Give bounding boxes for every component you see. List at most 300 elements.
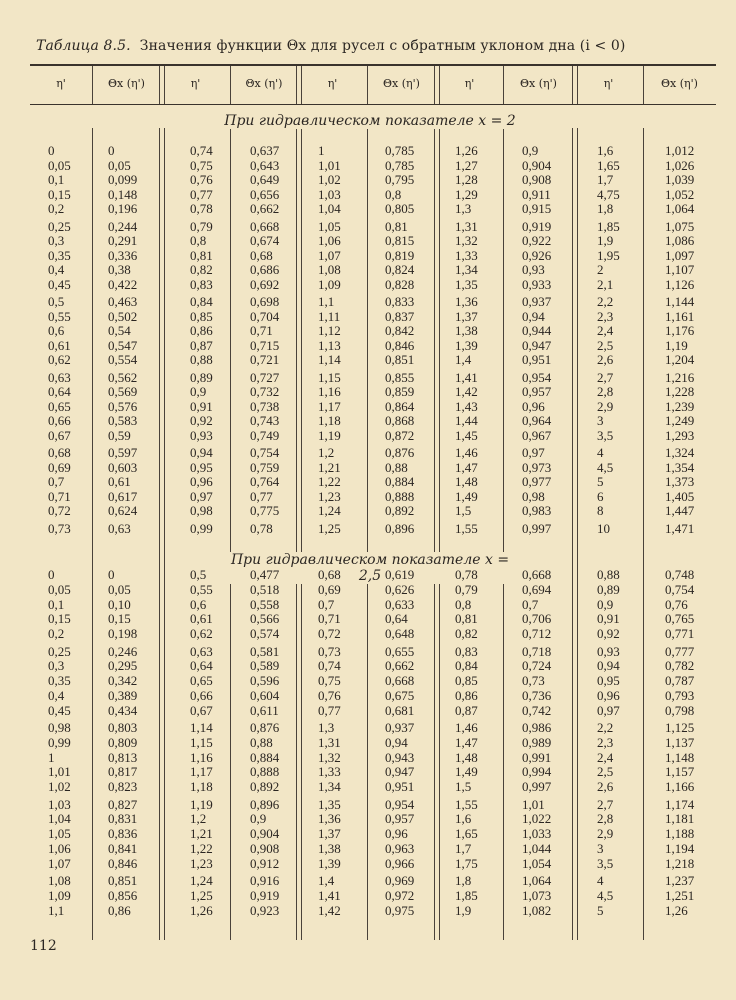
table-cell: 0,566 — [250, 611, 280, 627]
table-cell: 0,291 — [108, 233, 138, 249]
table-cell: 1,55 — [455, 520, 478, 536]
table-cell: 1,239 — [665, 398, 695, 414]
table-cell: 0,96 — [522, 398, 545, 414]
table-cell: 0,79 — [455, 581, 478, 597]
table-cell: 1,054 — [522, 855, 552, 871]
table-cell: 0,98 — [522, 488, 545, 504]
table-cell: 0,15 — [48, 186, 71, 202]
table-cell: 0,649 — [250, 172, 280, 188]
table-cell: 1,373 — [665, 474, 695, 490]
table-cell: 1,2 — [190, 811, 207, 827]
table-cell: 1,471 — [665, 520, 695, 536]
table-cell: 0,787 — [665, 673, 695, 689]
table-cell: 0,662 — [385, 658, 415, 674]
table-cell: 0,86 — [455, 687, 478, 703]
table-cell: 0,94 — [522, 308, 545, 324]
table-cell: 0,922 — [522, 233, 552, 249]
table-cell: 0,742 — [522, 702, 552, 718]
table-cell: 0,698 — [250, 294, 280, 309]
table-cell: 0,342 — [108, 673, 138, 689]
table-cell: 1,18 — [190, 779, 213, 795]
table-cell: 1,04 — [318, 201, 341, 217]
table-cell: 1,16 — [190, 749, 213, 765]
table-cell: 0,547 — [108, 337, 138, 353]
table-cell: 0 — [48, 143, 55, 158]
table-cell: 0,61 — [190, 611, 213, 627]
table-cell: 1,5 — [455, 503, 472, 519]
table-cell: 0,933 — [522, 276, 552, 292]
table-cell: 0,724 — [522, 658, 552, 674]
table-cell: 0,836 — [108, 826, 138, 842]
table-cell: 0,954 — [385, 796, 415, 812]
table-cell: 1,26 — [455, 143, 478, 158]
table-cell: 1,16 — [318, 384, 341, 400]
table-cell: 0,817 — [108, 764, 138, 780]
table-cell: 1,75 — [455, 855, 478, 871]
table-cell: 0,966 — [385, 855, 415, 871]
table-cell: 1,06 — [48, 840, 71, 856]
table-title: Значения функции Θx для русел с обратным уклоном дна (i < 0) — [139, 38, 626, 54]
table-cell: 0,681 — [385, 702, 415, 718]
table-cell: 0,754 — [250, 445, 280, 460]
table-cell: 1,21 — [318, 459, 341, 475]
table-cell: 0,61 — [48, 337, 71, 353]
table-cell: 0,91 — [190, 398, 213, 414]
table-cell: 1,41 — [455, 369, 478, 385]
table-cell: 0,748 — [665, 567, 695, 582]
table-cell: 0,35 — [48, 247, 71, 263]
table-cell: 2,4 — [597, 749, 614, 765]
table-cell: 1,49 — [455, 488, 478, 504]
table-cell: 0,926 — [522, 247, 552, 263]
table-cell: 1,174 — [665, 796, 695, 812]
table-cell: 0,969 — [385, 873, 415, 888]
table-cell: 0,85 — [190, 308, 213, 324]
table-cell: 1,15 — [318, 369, 341, 385]
table-cell: 4,5 — [597, 887, 614, 903]
column-divider — [367, 128, 368, 940]
table-cell: 0,82 — [455, 626, 478, 642]
table-cell: 0,775 — [250, 503, 280, 519]
table-cell: 0,562 — [108, 369, 138, 385]
table-cell: 0,782 — [665, 658, 695, 674]
table-cell: 0,05 — [108, 581, 131, 597]
table-cell: 0,715 — [250, 337, 280, 353]
table-cell: 0,6 — [190, 596, 207, 612]
table-cell: 0,637 — [250, 143, 280, 158]
table-cell: 0,648 — [385, 626, 415, 642]
table-cell: 0,35 — [48, 673, 71, 689]
table-cell: 0,876 — [250, 720, 280, 735]
table-cell: 0,1 — [48, 172, 65, 188]
column-header: η' — [464, 77, 475, 90]
table-cell: 1,161 — [665, 308, 695, 324]
table-cell: 0,62 — [48, 352, 71, 368]
table-cell: 1,85 — [597, 218, 620, 234]
table-cell: 0,597 — [108, 445, 138, 460]
table-cell: 0,617 — [108, 488, 138, 504]
table-cell: 0,77 — [190, 186, 213, 202]
table-cell: 0,85 — [455, 673, 478, 689]
table-cell: 0 — [108, 567, 115, 582]
table-cell: 2,9 — [597, 398, 614, 414]
table-cell: 0,604 — [250, 687, 280, 703]
table-cell: 5 — [597, 902, 604, 918]
table-cell: 2,1 — [597, 276, 614, 292]
table-cell: 0,828 — [385, 276, 415, 292]
table-cell: 0,896 — [385, 520, 415, 536]
table-cell: 0,099 — [108, 172, 138, 188]
table-cell: 1,15 — [190, 734, 213, 750]
table-cell: 0,908 — [522, 172, 552, 188]
table-cell: 1,251 — [665, 887, 695, 903]
table-cell: 1,01 — [318, 157, 341, 173]
table-cell: 1,36 — [318, 811, 341, 827]
table-cell: 0,10 — [108, 596, 131, 612]
table-cell: 0,727 — [250, 369, 280, 385]
column-header: Θx (η') — [661, 77, 698, 90]
column-header: η' — [327, 77, 338, 90]
table-cell: 0,59 — [108, 427, 131, 443]
table-cell: 1,43 — [455, 398, 478, 414]
table-cell: 0,45 — [48, 276, 71, 292]
table-cell: 0,656 — [250, 186, 280, 202]
table-cell: 0,69 — [48, 459, 71, 475]
table-cell: 0,196 — [108, 201, 138, 217]
column-divider — [434, 128, 440, 940]
table-cell: 1,5 — [455, 779, 472, 795]
column-header: η' — [56, 77, 66, 90]
table-cell: 1,49 — [455, 764, 478, 780]
table-cell: 1,08 — [318, 262, 341, 278]
table-cell: 0,98 — [48, 720, 71, 735]
table-cell: 1,01 — [48, 764, 71, 780]
table-cell: 1,22 — [190, 840, 213, 856]
table-cell: 0,951 — [522, 352, 552, 368]
table-cell: 0,83 — [455, 643, 478, 659]
table-cell: 0,957 — [385, 811, 415, 827]
table-cell: 0,4 — [48, 687, 65, 703]
table-cell: 0,82 — [190, 262, 213, 278]
table-cell: 1,052 — [665, 186, 695, 202]
table-cell: 1,188 — [665, 826, 695, 842]
table-cell: 1,8 — [597, 201, 614, 217]
table-cell: 0,904 — [250, 826, 280, 842]
table-cell: 0,69 — [318, 581, 341, 597]
table-cell: 1,25 — [318, 520, 341, 536]
table-cell: 0,833 — [385, 294, 415, 309]
table-cell: 0,87 — [455, 702, 478, 718]
table-cell: 1,9 — [455, 902, 472, 918]
table-cell: 0,842 — [385, 323, 415, 339]
table-cell: 0,97 — [597, 702, 620, 718]
table-cell: 1,48 — [455, 749, 478, 765]
table-cell: 0,5 — [48, 294, 65, 309]
table-cell: 1,3 — [318, 720, 335, 735]
table-cell: 1,086 — [665, 233, 695, 249]
table-cell: 0,94 — [190, 445, 213, 460]
table-cell: 0,827 — [108, 796, 138, 812]
column-divider — [92, 128, 93, 940]
table-cell: 0,15 — [108, 611, 131, 627]
table-cell: 0,759 — [250, 459, 280, 475]
table-cell: 0,876 — [385, 445, 415, 460]
table-cell: 0,997 — [522, 520, 552, 536]
table-cell: 0,3 — [48, 233, 65, 249]
table-cell: 0,77 — [318, 702, 341, 718]
table-cell: 1,48 — [455, 474, 478, 490]
table-cell: 0,244 — [108, 218, 138, 234]
table-cell: 1,064 — [665, 201, 695, 217]
table-cell: 1,01 — [522, 796, 545, 812]
table-cell: 0,98 — [190, 503, 213, 519]
table-cell: 0,198 — [108, 626, 138, 642]
table-cell: 0,855 — [385, 369, 415, 385]
table-cell: 1,039 — [665, 172, 695, 188]
table-cell: 0,972 — [385, 887, 415, 903]
table-cell: 1,08 — [48, 873, 71, 888]
table-cell: 0,72 — [318, 626, 341, 642]
table-cell: 0,67 — [48, 427, 71, 443]
table-cell: 0,518 — [250, 581, 280, 597]
table-cell: 0,754 — [665, 581, 695, 597]
table-cell: 0,61 — [108, 474, 131, 490]
table-cell: 1,27 — [455, 157, 478, 173]
table-cell: 2,6 — [597, 779, 614, 795]
section-title: При гидравлическом показателе x = 2,5 — [220, 552, 520, 584]
table-cell: 6 — [597, 488, 604, 504]
table-cell: 1,35 — [455, 276, 478, 292]
column-divider — [503, 128, 504, 940]
table-cell: 0,86 — [108, 902, 131, 918]
table-cell: 0,95 — [597, 673, 620, 689]
table-cell: 0,62 — [190, 626, 213, 642]
table-cell: 0,626 — [385, 581, 415, 597]
table-cell: 1,09 — [318, 276, 341, 292]
table-cell: 0,9 — [250, 811, 267, 827]
table-cell: 1,31 — [455, 218, 478, 234]
table-cell: 0,596 — [250, 673, 280, 689]
table-cell: 0,674 — [250, 233, 280, 249]
table-cell: 1,39 — [318, 855, 341, 871]
table-cell: 1,31 — [318, 734, 341, 750]
table-cell: 0,943 — [385, 749, 415, 765]
page-number: 112 — [30, 938, 57, 954]
table-cell: 0,78 — [455, 567, 478, 582]
table-cell: 1,2 — [318, 445, 335, 460]
table-cell: 1,38 — [318, 840, 341, 856]
table-cell: 1,7 — [597, 172, 614, 188]
table-cell: 0,63 — [108, 520, 131, 536]
table-cell: 1,4 — [318, 873, 335, 888]
table-cell: 0,675 — [385, 687, 415, 703]
table-cell: 0,919 — [522, 218, 552, 234]
table-cell: 0,947 — [522, 337, 552, 353]
table-cell: 1,33 — [318, 764, 341, 780]
column-header: Θx (η') — [520, 77, 557, 90]
table-cell: 0,77 — [250, 488, 273, 504]
table-cell: 0,977 — [522, 474, 552, 490]
table-cell: 0,73 — [48, 520, 71, 536]
table-cell: 0,668 — [522, 567, 552, 582]
table-cell: 0,603 — [108, 459, 138, 475]
table-cell: 1,29 — [455, 186, 478, 202]
table-cell: 1,24 — [190, 873, 213, 888]
table-cell: 0,619 — [385, 567, 415, 582]
table-cell: 0,888 — [385, 488, 415, 504]
table-cell: 0,884 — [385, 474, 415, 490]
table-cell: 0,662 — [250, 201, 280, 217]
table-cell: 0,823 — [108, 779, 138, 795]
table-cell: 2,6 — [597, 352, 614, 368]
table-cell: 1,03 — [48, 796, 71, 812]
table-cell: 1,39 — [455, 337, 478, 353]
table-cell: 1,4 — [455, 352, 472, 368]
table-cell: 0,295 — [108, 658, 138, 674]
table-cell: 0,2 — [48, 201, 65, 217]
table-cell: 1,354 — [665, 459, 695, 475]
table-cell: 1,32 — [318, 749, 341, 765]
table-cell: 0,831 — [108, 811, 138, 827]
table-cell: 2,3 — [597, 734, 614, 750]
table-cell: 1,218 — [665, 855, 695, 871]
table-cell: 1,7 — [455, 840, 472, 856]
table-cell: 0,05 — [48, 157, 71, 173]
table-cell: 0,764 — [250, 474, 280, 490]
table-cell: 1,21 — [190, 826, 213, 842]
table-cell: 0,76 — [190, 172, 213, 188]
table-cell: 0,8 — [190, 233, 207, 249]
table-cell: 1,09 — [48, 887, 71, 903]
table-cell: 2,5 — [597, 764, 614, 780]
table-cell: 0,68 — [250, 247, 273, 263]
table-cell: 1,033 — [522, 826, 552, 842]
table-cell: 4,5 — [597, 459, 614, 475]
table-cell: 0,76 — [665, 596, 688, 612]
table-cell: 0,87 — [190, 337, 213, 353]
column-divider — [230, 128, 231, 940]
table-cell: 1,65 — [597, 157, 620, 173]
table-cell: 0,736 — [522, 687, 552, 703]
column-header: η' — [603, 77, 614, 90]
column-header: η' — [190, 77, 201, 90]
table-cell: 2,7 — [597, 796, 614, 812]
table-cell: 0,912 — [250, 855, 280, 871]
table-cell: 0,93 — [522, 262, 545, 278]
table-cell: 0,915 — [522, 201, 552, 217]
table-cell: 0,706 — [522, 611, 552, 627]
table-cell: 0,99 — [48, 734, 71, 750]
table-cell: 0,896 — [250, 796, 280, 812]
table-cell: 2,2 — [597, 720, 614, 735]
table-cell: 1,37 — [318, 826, 341, 842]
table-cell: 0,967 — [522, 427, 552, 443]
table-cell: 0,937 — [385, 720, 415, 735]
table-cell: 0,81 — [455, 611, 478, 627]
table-cell: 0,908 — [250, 840, 280, 856]
table-cell: 1,237 — [665, 873, 695, 888]
table-cell: 1,42 — [455, 384, 478, 400]
table-cell: 1,32 — [455, 233, 478, 249]
table-cell: 0,732 — [250, 384, 280, 400]
table-cell: 3,5 — [597, 855, 614, 871]
table-cell: 0,336 — [108, 247, 138, 263]
table-cell: 1,02 — [318, 172, 341, 188]
column-header: Θx (η') — [383, 77, 420, 90]
table-cell: 0,97 — [190, 488, 213, 504]
table-cell: 0,83 — [190, 276, 213, 292]
table-cell: 0,846 — [385, 337, 415, 353]
table-cell: 0,846 — [108, 855, 138, 871]
table-cell: 0,771 — [665, 626, 695, 642]
table-cell: 1,13 — [318, 337, 341, 353]
table-cell: 1,33 — [455, 247, 478, 263]
table-cell: 0,45 — [48, 702, 71, 718]
table-cell: 0,793 — [665, 687, 695, 703]
table-cell: 1,34 — [455, 262, 478, 278]
table-cell: 1,3 — [455, 201, 472, 217]
table-cell: 0,71 — [48, 488, 71, 504]
table-cell: 2 — [597, 262, 604, 278]
table-cell: 1,9 — [597, 233, 614, 249]
table-cell: 1,07 — [48, 855, 71, 871]
table-cell: 1,95 — [597, 247, 620, 263]
table-cell: 1,41 — [318, 887, 341, 903]
table-cell: 0,743 — [250, 413, 280, 429]
table-cell: 0,54 — [108, 323, 131, 339]
table-cell: 0,9 — [522, 143, 539, 158]
table-cell: 0,973 — [522, 459, 552, 475]
table-cell: 0,65 — [190, 673, 213, 689]
table-cell: 0,502 — [108, 308, 138, 324]
table-cell: 0,15 — [48, 611, 71, 627]
table-cell: 0,71 — [250, 323, 273, 339]
table-cell: 0,96 — [597, 687, 620, 703]
table-cell: 1,447 — [665, 503, 695, 519]
table-cell: 0,944 — [522, 323, 552, 339]
table-cell: 2,2 — [597, 294, 614, 309]
table-cell: 0,643 — [250, 157, 280, 173]
table-cell: 4 — [597, 445, 604, 460]
table-cell: 0,74 — [318, 658, 341, 674]
table-cell: 0,6 — [48, 323, 65, 339]
table-cell: 0,05 — [108, 157, 131, 173]
table-cell: 0,78 — [250, 520, 273, 536]
table-cell: 0,983 — [522, 503, 552, 519]
section-title: При гидравлическом показателе x = 2 — [220, 113, 520, 129]
table-cell: 0,94 — [385, 734, 408, 750]
table-cell: 0,975 — [385, 902, 415, 918]
table-cell: 0,8 — [455, 596, 472, 612]
table-cell: 0,422 — [108, 276, 138, 292]
table-cell: 0,73 — [318, 643, 341, 659]
table-cell: 0,55 — [48, 308, 71, 324]
table-cell: 1 — [318, 143, 325, 158]
table-cell: 0,991 — [522, 749, 552, 765]
table-cell: 4 — [597, 873, 604, 888]
table-cell: 0,798 — [665, 702, 695, 718]
table-cell: 0,86 — [190, 323, 213, 339]
table-cell: 2,8 — [597, 811, 614, 827]
table-cell: 1,194 — [665, 840, 695, 856]
table-cell: 1,293 — [665, 427, 695, 443]
table-cell: 1,25 — [190, 887, 213, 903]
table-label: Таблица 8.5. — [36, 38, 131, 54]
table-cell: 0,785 — [385, 143, 415, 158]
table-cell: 1,23 — [318, 488, 341, 504]
table-cell: 0,692 — [250, 276, 280, 292]
table-cell: 0,611 — [250, 702, 279, 718]
